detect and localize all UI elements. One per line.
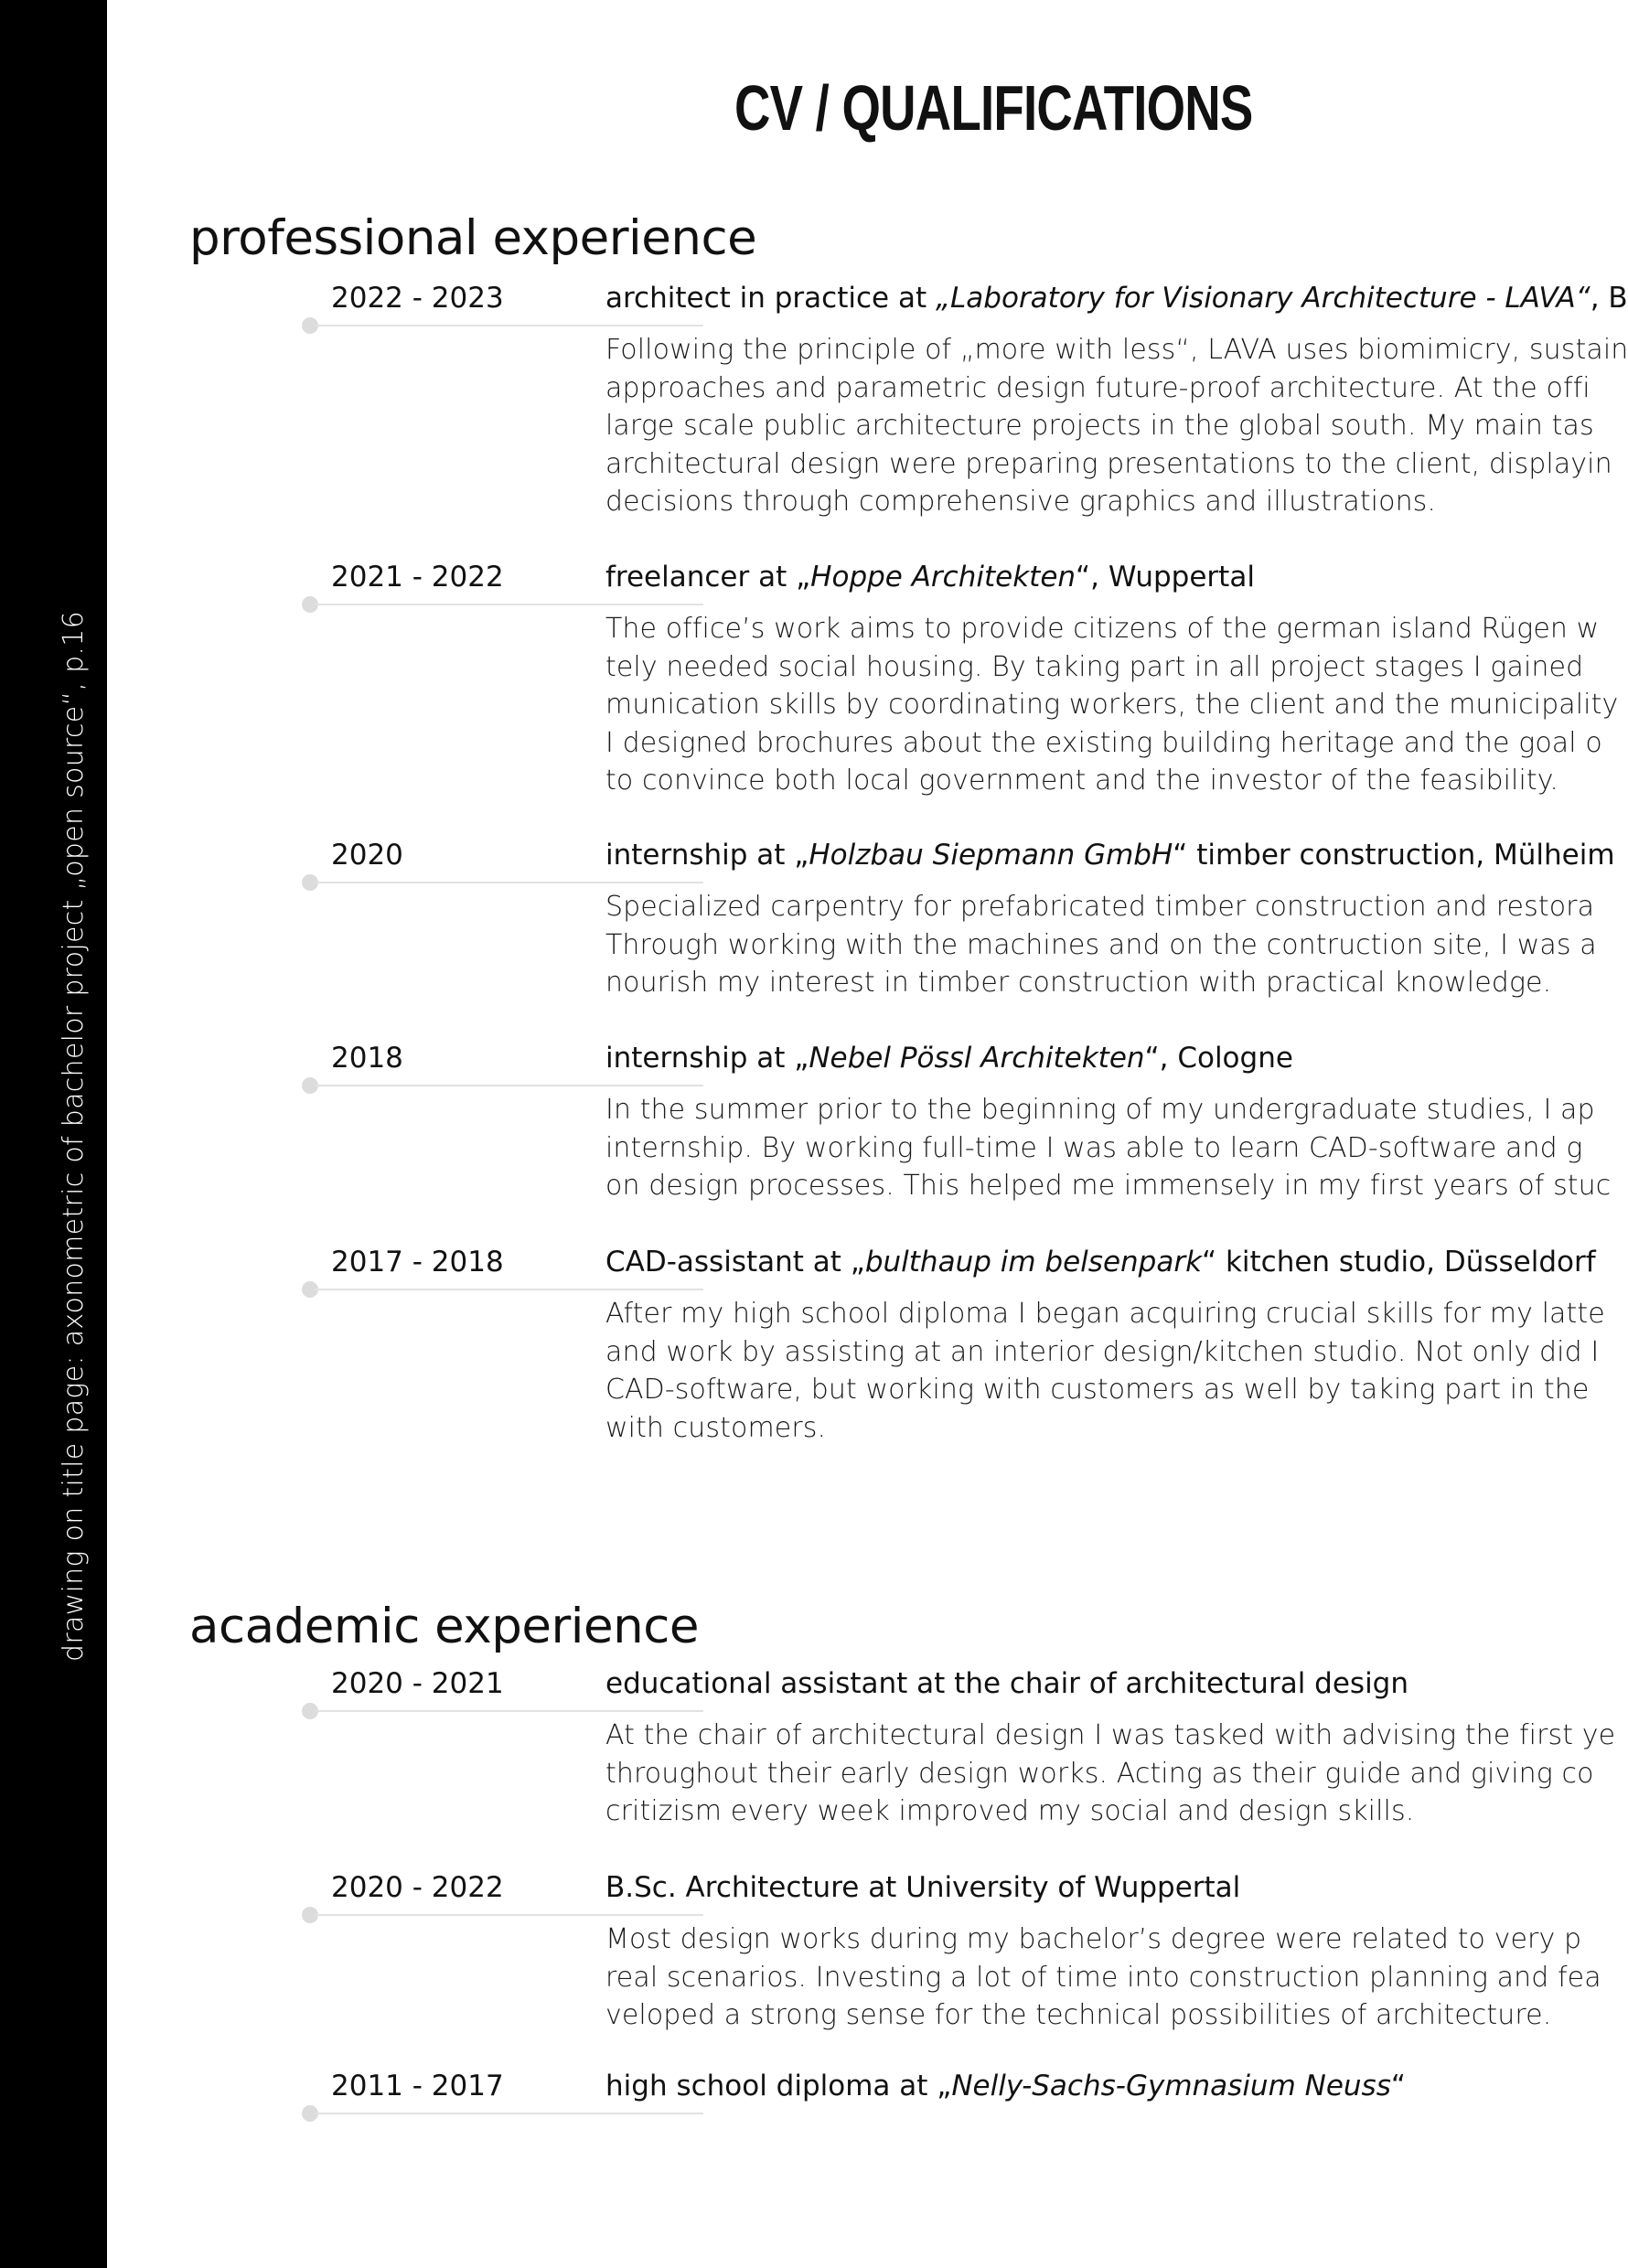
entry-date: 2018 <box>331 1042 403 1075</box>
description-line: Following the principle of „more with less“, LAVA uses biomimicry, sustain <box>605 334 1628 366</box>
entry-date: 2020 - 2021 <box>331 1667 504 1700</box>
entry-date: 2022 - 2023 <box>331 282 504 315</box>
description-line: internship. By working full-time I was able to learn CAD-software and g <box>605 1131 1583 1164</box>
description-line: nourish my interest in timber construction with practical knowledge. <box>605 967 1552 999</box>
description-line: to convince both local government and the investor of the feasibility. <box>605 765 1558 797</box>
entry-title-pre: freelancer at „ <box>605 561 811 594</box>
entry-description <box>605 1717 1616 1831</box>
description-line: on design processes. This helped me immensely in my first years of stuc <box>605 1170 1612 1202</box>
entry-title <box>605 1246 1596 1278</box>
page-title: CV / QUALIFICATIONS <box>734 72 1253 144</box>
description-line: I designed brochures about the existing building heritage and the goal o <box>605 726 1602 759</box>
description-line: Most design works during my bachelor’s degree were related to very p <box>605 1923 1582 1955</box>
description-line: Through working with the machines and on the contruction site, I was a <box>605 928 1597 961</box>
sidebar-band <box>0 0 107 2268</box>
entry-description <box>605 1295 1605 1447</box>
description-line: architectural design were preparing presentations to the client, displayin <box>605 447 1612 480</box>
description-line: At the chair of architectural design I was tasked with advising the first ye <box>605 1719 1616 1751</box>
entry-description <box>605 331 1628 521</box>
timeline-rule <box>316 1710 703 1712</box>
entry-title <box>605 282 1628 315</box>
entry-title-pre: B.Sc. Architecture at University of Wuppertal <box>605 1871 1241 1904</box>
entry-title <box>605 1667 1408 1700</box>
entry-title-post: , B <box>1590 282 1628 315</box>
entry-title-pre: internship at „ <box>605 1042 809 1075</box>
description-line: tely needed social housing. By taking part in all project stages I gained <box>605 650 1584 683</box>
entry-title <box>605 1042 1293 1075</box>
entry-title-italic: „Laboratory for Visionary Architecture - LAVA“ <box>935 282 1591 315</box>
entry-title-post: “ timber construction, Mülheim <box>1173 839 1615 872</box>
description-line: decisions through comprehensive graphics and illustrations. <box>605 486 1437 518</box>
entry-date: 2020 <box>331 839 403 872</box>
entry-title-italic: Hoppe Architekten <box>810 561 1076 594</box>
academic-heading: academic experience <box>189 1599 699 1654</box>
entry-title <box>605 561 1255 594</box>
description-line: real scenarios. Investing a lot of time into construction planning and fea <box>605 1961 1601 1994</box>
entry-title <box>605 839 1615 872</box>
entry-date: 2017 - 2018 <box>331 1246 504 1278</box>
description-line: and work by assisting at an interior design/kitchen studio. Not only did I <box>605 1335 1600 1368</box>
entry-description <box>605 610 1619 800</box>
description-line: with customers. <box>605 1411 827 1444</box>
entry-title-italic: Nelly-Sachs-Gymnasium Neuss <box>951 2070 1391 2102</box>
entry-date: 2011 - 2017 <box>331 2070 504 2102</box>
timeline-rule <box>316 325 703 326</box>
entry-title-post: “, Cologne <box>1144 1042 1293 1075</box>
description-line: munication skills by coordinating workers, the client and the municipality <box>605 689 1619 721</box>
entry-title-pre: high school diploma at „ <box>605 2070 952 2102</box>
entry-title-pre: educational assistant at the chair of architectural design <box>605 1667 1409 1700</box>
description-line: Specialized carpentry for prefabricated timber construction and restora <box>605 891 1595 923</box>
entry-description <box>605 1920 1602 2035</box>
timeline-rule <box>316 2113 703 2114</box>
entry-title-pre: internship at „ <box>605 839 809 872</box>
entry-description <box>605 1091 1612 1205</box>
description-line: In the summer prior to the beginning of my undergraduate studies, I ap <box>605 1094 1595 1126</box>
entry-title-pre: architect in practice at <box>605 282 936 315</box>
timeline-rule <box>316 604 703 605</box>
description-line: CAD-software, but working with customers as well by taking part in the <box>605 1374 1590 1406</box>
entry-title-pre: CAD-assistant at „ <box>605 1246 865 1278</box>
description-line: veloped a strong sense for the technical possibilities of architecture. <box>605 1999 1552 2031</box>
timeline-rule <box>316 882 703 883</box>
entry-title <box>605 1871 1240 1904</box>
sidebar-caption: drawing on title page: axonometric of bachelor project „open source“, p.16 <box>58 610 90 1662</box>
entry-title-post: “, Wuppertal <box>1076 561 1255 594</box>
description-line: The office’s work aims to provide citizens of the german island Rügen w <box>605 613 1600 645</box>
entry-date: 2021 - 2022 <box>331 561 504 594</box>
description-line: large scale public architecture projects in the global south. My main tas <box>605 410 1594 442</box>
entry-title-italic: Nebel Pössl Architekten <box>809 1042 1145 1075</box>
entry-description <box>605 888 1602 1002</box>
description-line: throughout their early design works. Acting as their guide and giving co <box>605 1757 1594 1790</box>
description-line: After my high school diploma I began acquiring crucial skills for my latte <box>605 1298 1605 1330</box>
professional-heading: professional experience <box>189 210 757 266</box>
timeline-rule <box>316 1914 703 1916</box>
entry-title-post: “ kitchen studio, Düsseldorf <box>1202 1246 1596 1278</box>
entry-date: 2020 - 2022 <box>331 1871 504 1904</box>
entry-title-italic: bulthaup im belsenpark <box>864 1246 1203 1278</box>
timeline-rule <box>316 1085 703 1086</box>
description-line: critizism every week improved my social and design skills. <box>605 1795 1415 1827</box>
entry-title-post: “ <box>1390 2070 1406 2102</box>
description-line: approaches and parametric design future-proof architecture. At the offi <box>605 371 1591 404</box>
timeline-rule <box>316 1289 703 1290</box>
entry-title-italic: Holzbau Siepmann GmbH <box>809 839 1173 872</box>
entry-title <box>605 2070 1406 2102</box>
